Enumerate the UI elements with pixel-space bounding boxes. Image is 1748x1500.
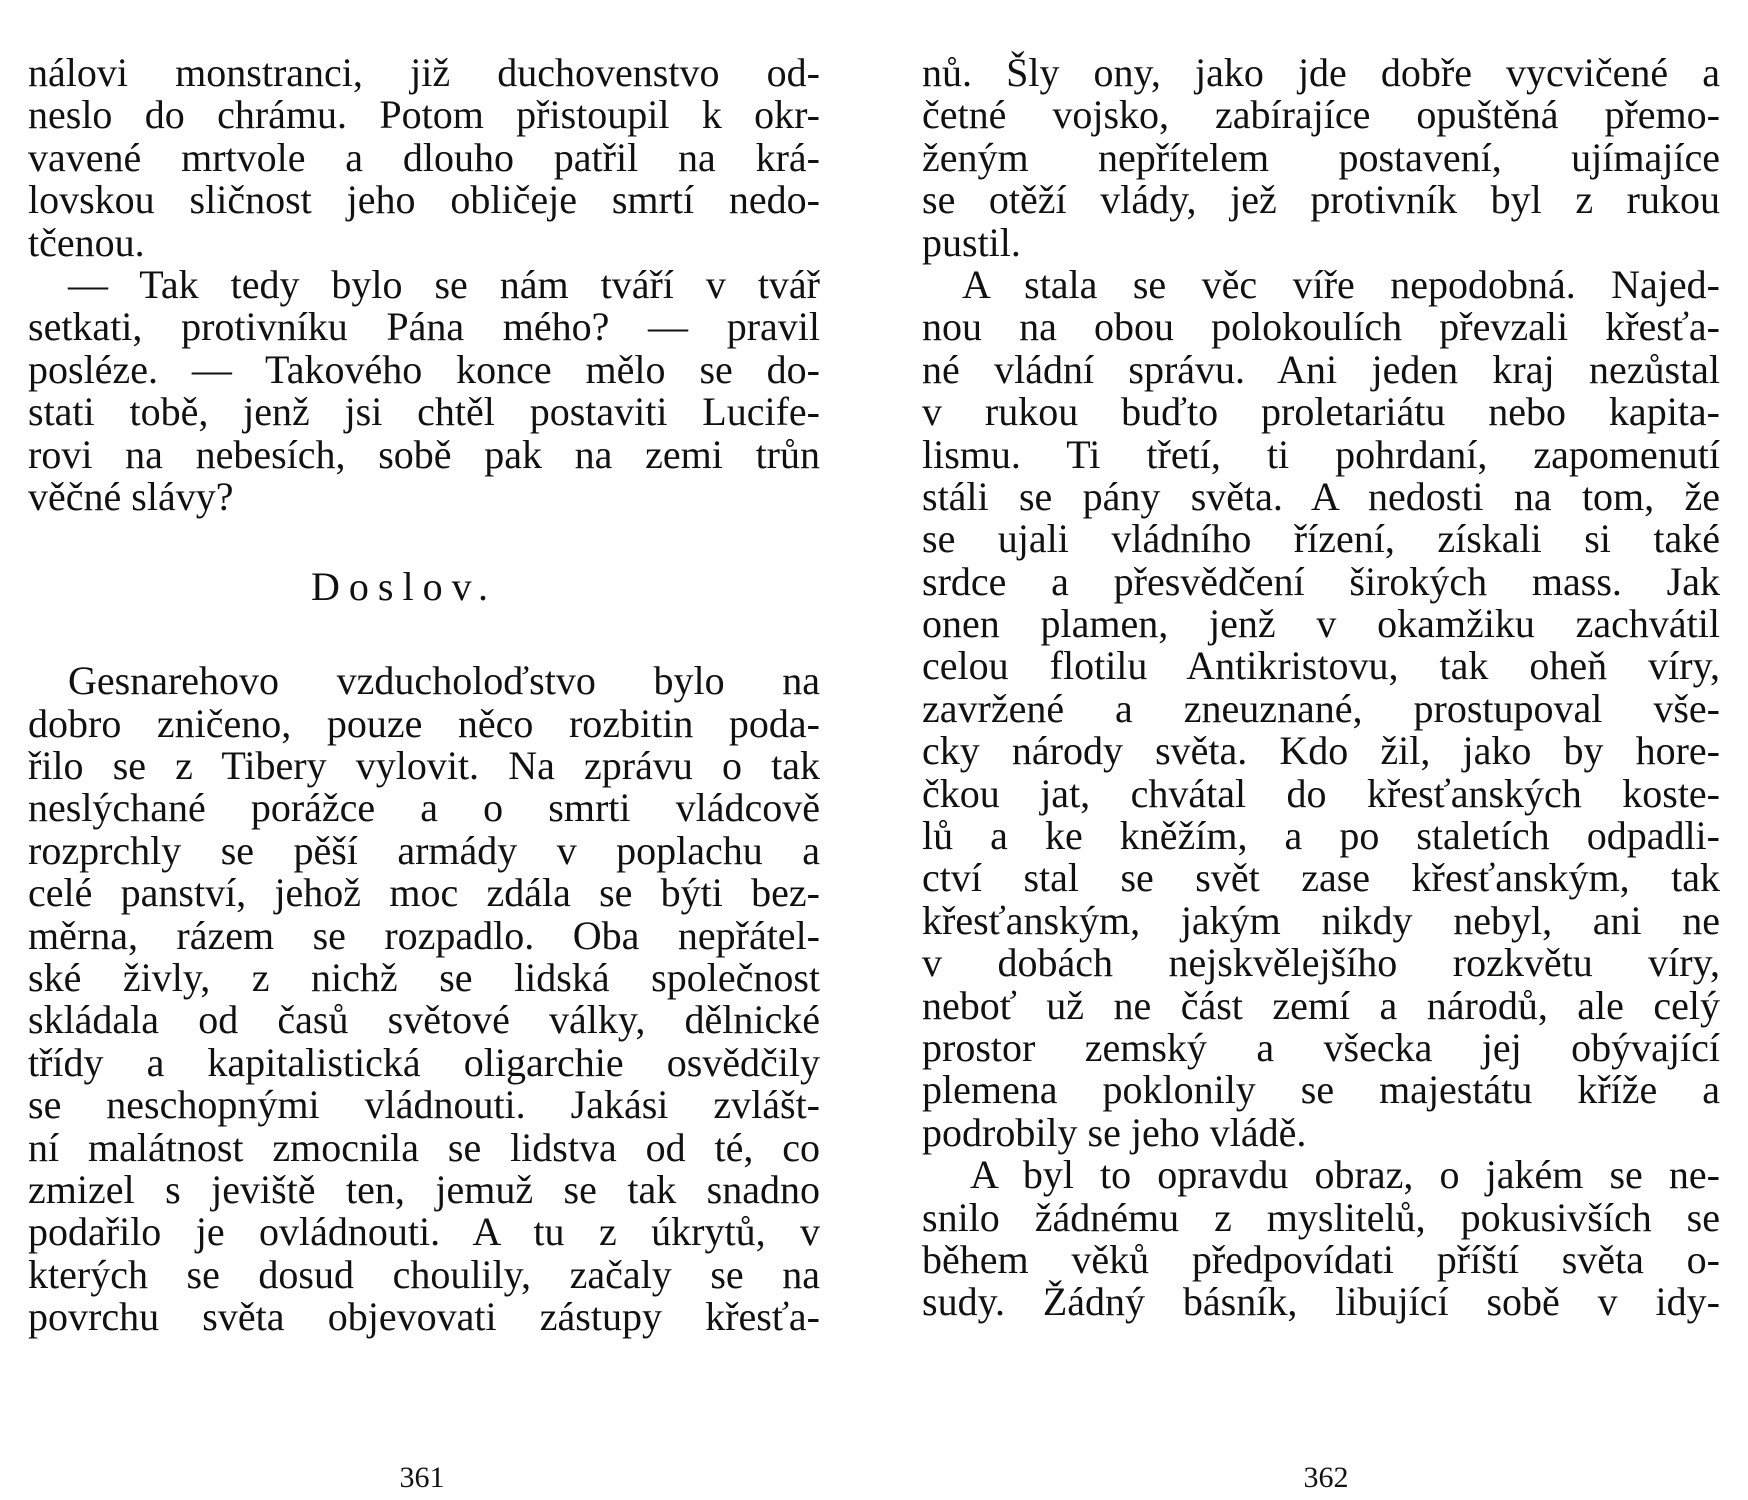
text-line: setkati, protivníku Pána mého? — pravil <box>28 304 820 350</box>
text-line: nálovi monstranci, již duchovenstvo od- <box>28 50 820 95</box>
text-line: rovi na nebesích, sobě pak na zemi trůn <box>28 431 820 477</box>
paragraph <box>922 1154 1720 1324</box>
text-line: podrobily se jeho vládě. <box>922 1109 1307 1155</box>
text-line: se otěží vlády, jež protivník byl z rukou <box>922 177 1720 223</box>
text-line: řilo se z Tibery vylovit. Na zprávu o tak <box>28 743 820 789</box>
text-line: rozprchly se pěší armády v poplachu a <box>28 827 820 873</box>
text-line: — Tak tedy bylo se nám tváří v tvář <box>68 261 820 307</box>
text-line: tčenou. <box>28 219 145 265</box>
section-heading: Doslov. <box>311 564 497 610</box>
text-line: posléze. — Takového konce mělo se do- <box>28 346 820 392</box>
paragraph <box>922 52 1720 264</box>
text-line: během věků předpovídati příští světa o- <box>922 1236 1720 1282</box>
left-page <box>28 52 820 1339</box>
text-line: četné vojsko, zabírajíce opuštěná přemo- <box>922 92 1720 138</box>
page-number: 361 <box>399 1461 445 1494</box>
text-line: nů. Šly ony, jako jde dobře vycvičené a <box>922 50 1720 95</box>
text-line: stáli se pány světa. A nedosti na tom, že <box>922 473 1720 519</box>
text-line: né vládní správu. Ani jeden kraj nezůstal <box>922 346 1720 392</box>
text-line: celou flotilu Antikristovu, tak oheň víry, <box>922 643 1720 689</box>
text-line: nou na obou polokoulích převzali křesťa- <box>922 304 1720 350</box>
text-line: dobro zničeno, pouze něco rozbitin poda- <box>28 700 820 746</box>
paragraph <box>922 261 1720 1155</box>
text-line: skládala od časů světové války, dělnické <box>28 997 820 1043</box>
text-line: ctví stal se svět zase křesťanským, tak <box>922 855 1720 901</box>
text-line: lovskou sličnost jeho obličeje smrtí nedo- <box>28 177 820 223</box>
text-line: onen plamen, jenž v okamžiku zachvátil <box>922 601 1720 647</box>
text-line: stati tobě, jenž jsi chtěl postaviti Lucife- <box>28 389 820 435</box>
text-line: ženým nepřítelem postavení, ujímajíce <box>922 134 1720 180</box>
text-line: srdce a přesvědčení širokých mass. Jak <box>922 558 1720 604</box>
text-line: vavené mrtvole a dlouho patřil na krá- <box>28 134 820 180</box>
text-line: podařilo je ovládnouti. A tu z úkrytů, v <box>28 1209 820 1255</box>
text-line: cky národy světa. Kdo žil, jako by hore- <box>922 728 1720 774</box>
text-line: čkou jat, chvátal do křesťanských koste- <box>922 770 1720 816</box>
text-line: se neschopnými vládnouti. Jakási zvlášt- <box>28 1082 820 1128</box>
text-line: zmizel s jeviště ten, jemuž se tak snadno <box>28 1166 820 1212</box>
paragraph <box>28 52 820 264</box>
text-line: A byl to opravdu obraz, o jakém se ne- <box>970 1152 1720 1198</box>
text-line: ní malátnost zmocnila se lidstva od té, co <box>28 1124 820 1170</box>
text-line: třídy a kapitalistická oligarchie osvědčily <box>28 1039 820 1085</box>
text-line: prostor zemský a všecka jej obývající <box>922 1024 1720 1070</box>
text-line: A stala se věc víře nepodobná. Najed- <box>962 261 1720 307</box>
text-line: kterých se dosud choulily, začaly se na <box>28 1251 820 1297</box>
text-line: křesťanským, jakým nikdy nebyl, ani ne <box>922 897 1720 943</box>
text-line: lismu. Ti třetí, ti pohrdaní, zapomenutí <box>922 431 1720 477</box>
text-line: pustil. <box>922 219 1021 265</box>
right-page <box>922 52 1720 1324</box>
text-line: zavržené a zneuznané, prostupoval vše- <box>922 685 1720 731</box>
text-line: snilo žádnému z myslitelů, pokusivších se <box>922 1194 1720 1240</box>
text-line: lů a ke kněžím, a po staletích odpadli- <box>922 813 1720 859</box>
text-line: plemena poklonily se majestátu kříže a <box>922 1067 1720 1113</box>
text-line: neslo do chrámu. Potom přistoupil k okr- <box>28 92 820 138</box>
text-line: v dobách nejskvělejšího rozkvětu víry, <box>922 940 1720 986</box>
text-line: povrchu světa objevovati zástupy křesťa- <box>28 1294 820 1340</box>
text-line: Gesnarehovo vzducholoďstvo bylo na <box>68 658 820 704</box>
page-number: 362 <box>1303 1461 1349 1494</box>
text-line: neboť už ne část zemí a národů, ale celý <box>922 982 1720 1028</box>
text-line: ské živly, z nichž se lidská společnost <box>28 955 820 1001</box>
text-line: sudy. Žádný básník, libující sobě v idy- <box>922 1279 1720 1325</box>
paragraph <box>28 261 820 519</box>
text-line: věčné slávy? <box>28 473 234 519</box>
text-line: celé panství, jehož moc zdála se býti bez- <box>28 870 820 916</box>
text-line: neslýchané porážce a o smrti vládcově <box>28 785 820 831</box>
text-line: se ujali vládního řízení, získali si také <box>922 516 1720 562</box>
paragraph <box>28 660 820 1338</box>
text-line: v rukou buďto proletariátu nebo kapita- <box>922 389 1720 435</box>
text-line: měrna, rázem se rozpadlo. Oba nepřátel- <box>28 912 820 958</box>
